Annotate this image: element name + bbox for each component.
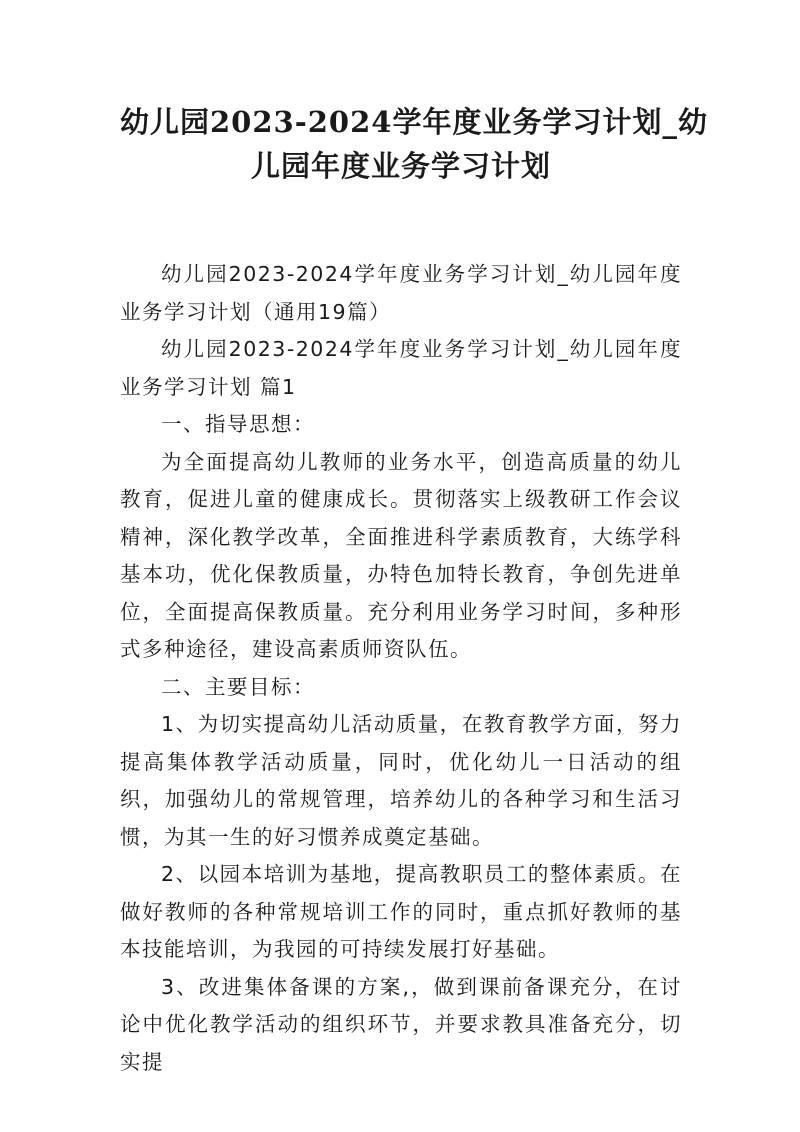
paragraph-goal-1: 1、为切实提高幼儿活动质量，在教育教学方面，努力提高集体教学活动质量，同时，优化幼儿一日活动的组织，加强幼儿的常规管理，培养幼儿的各种学习和生活习惯，为其一生的好习惯养成奠定基础。 (120, 712, 682, 849)
paragraph-section-heading: 幼儿园2023-2024学年度业务学习计划_幼儿园年度业务学习计划 篇1 (120, 337, 682, 399)
document-title (120, 100, 708, 188)
paragraph-goal-3: 3、改进集体备课的方案,，做到课前备课充分，在讨论中优化教学活动的组织环节，并要求教具准备充分，切实提 (120, 974, 682, 1074)
heading-guiding-thought: 一、指导思想： (161, 412, 315, 436)
title-line-1: 幼儿园2023-2024学年度业务学习计划_幼 (120, 105, 708, 139)
paragraph-guiding-thought: 为全面提高幼儿教师的业务水平，创造高质量的幼儿教育，促进儿童的健康成长。贯彻落实上级教研工作会议精神，深化教学改革，全面推进科学素质教育，大练学科基本功，优化保教质量，办特色加特长教育，争创先进单位，全面提高保教质量。充分利用业务学习时间，多种形式多种途径，建设高素质师资队伍。 (120, 449, 682, 661)
paragraph-intro: 幼儿园2023-2024学年度业务学习计划_幼儿园年度业务学习计划（通用19篇） (120, 262, 682, 324)
paragraph-goal-2: 2、以园本培训为基地，提高教职员工的整体素质。在做好教师的各种常规培训工作的同时，重点抓好教师的基本技能培训，为我园的可持续发展打好基础。 (120, 862, 682, 961)
heading-main-goals: 二、主要目标： (161, 674, 315, 699)
title-line-2: 儿园年度业务学习计划 (250, 149, 551, 183)
document-body (120, 256, 682, 1081)
